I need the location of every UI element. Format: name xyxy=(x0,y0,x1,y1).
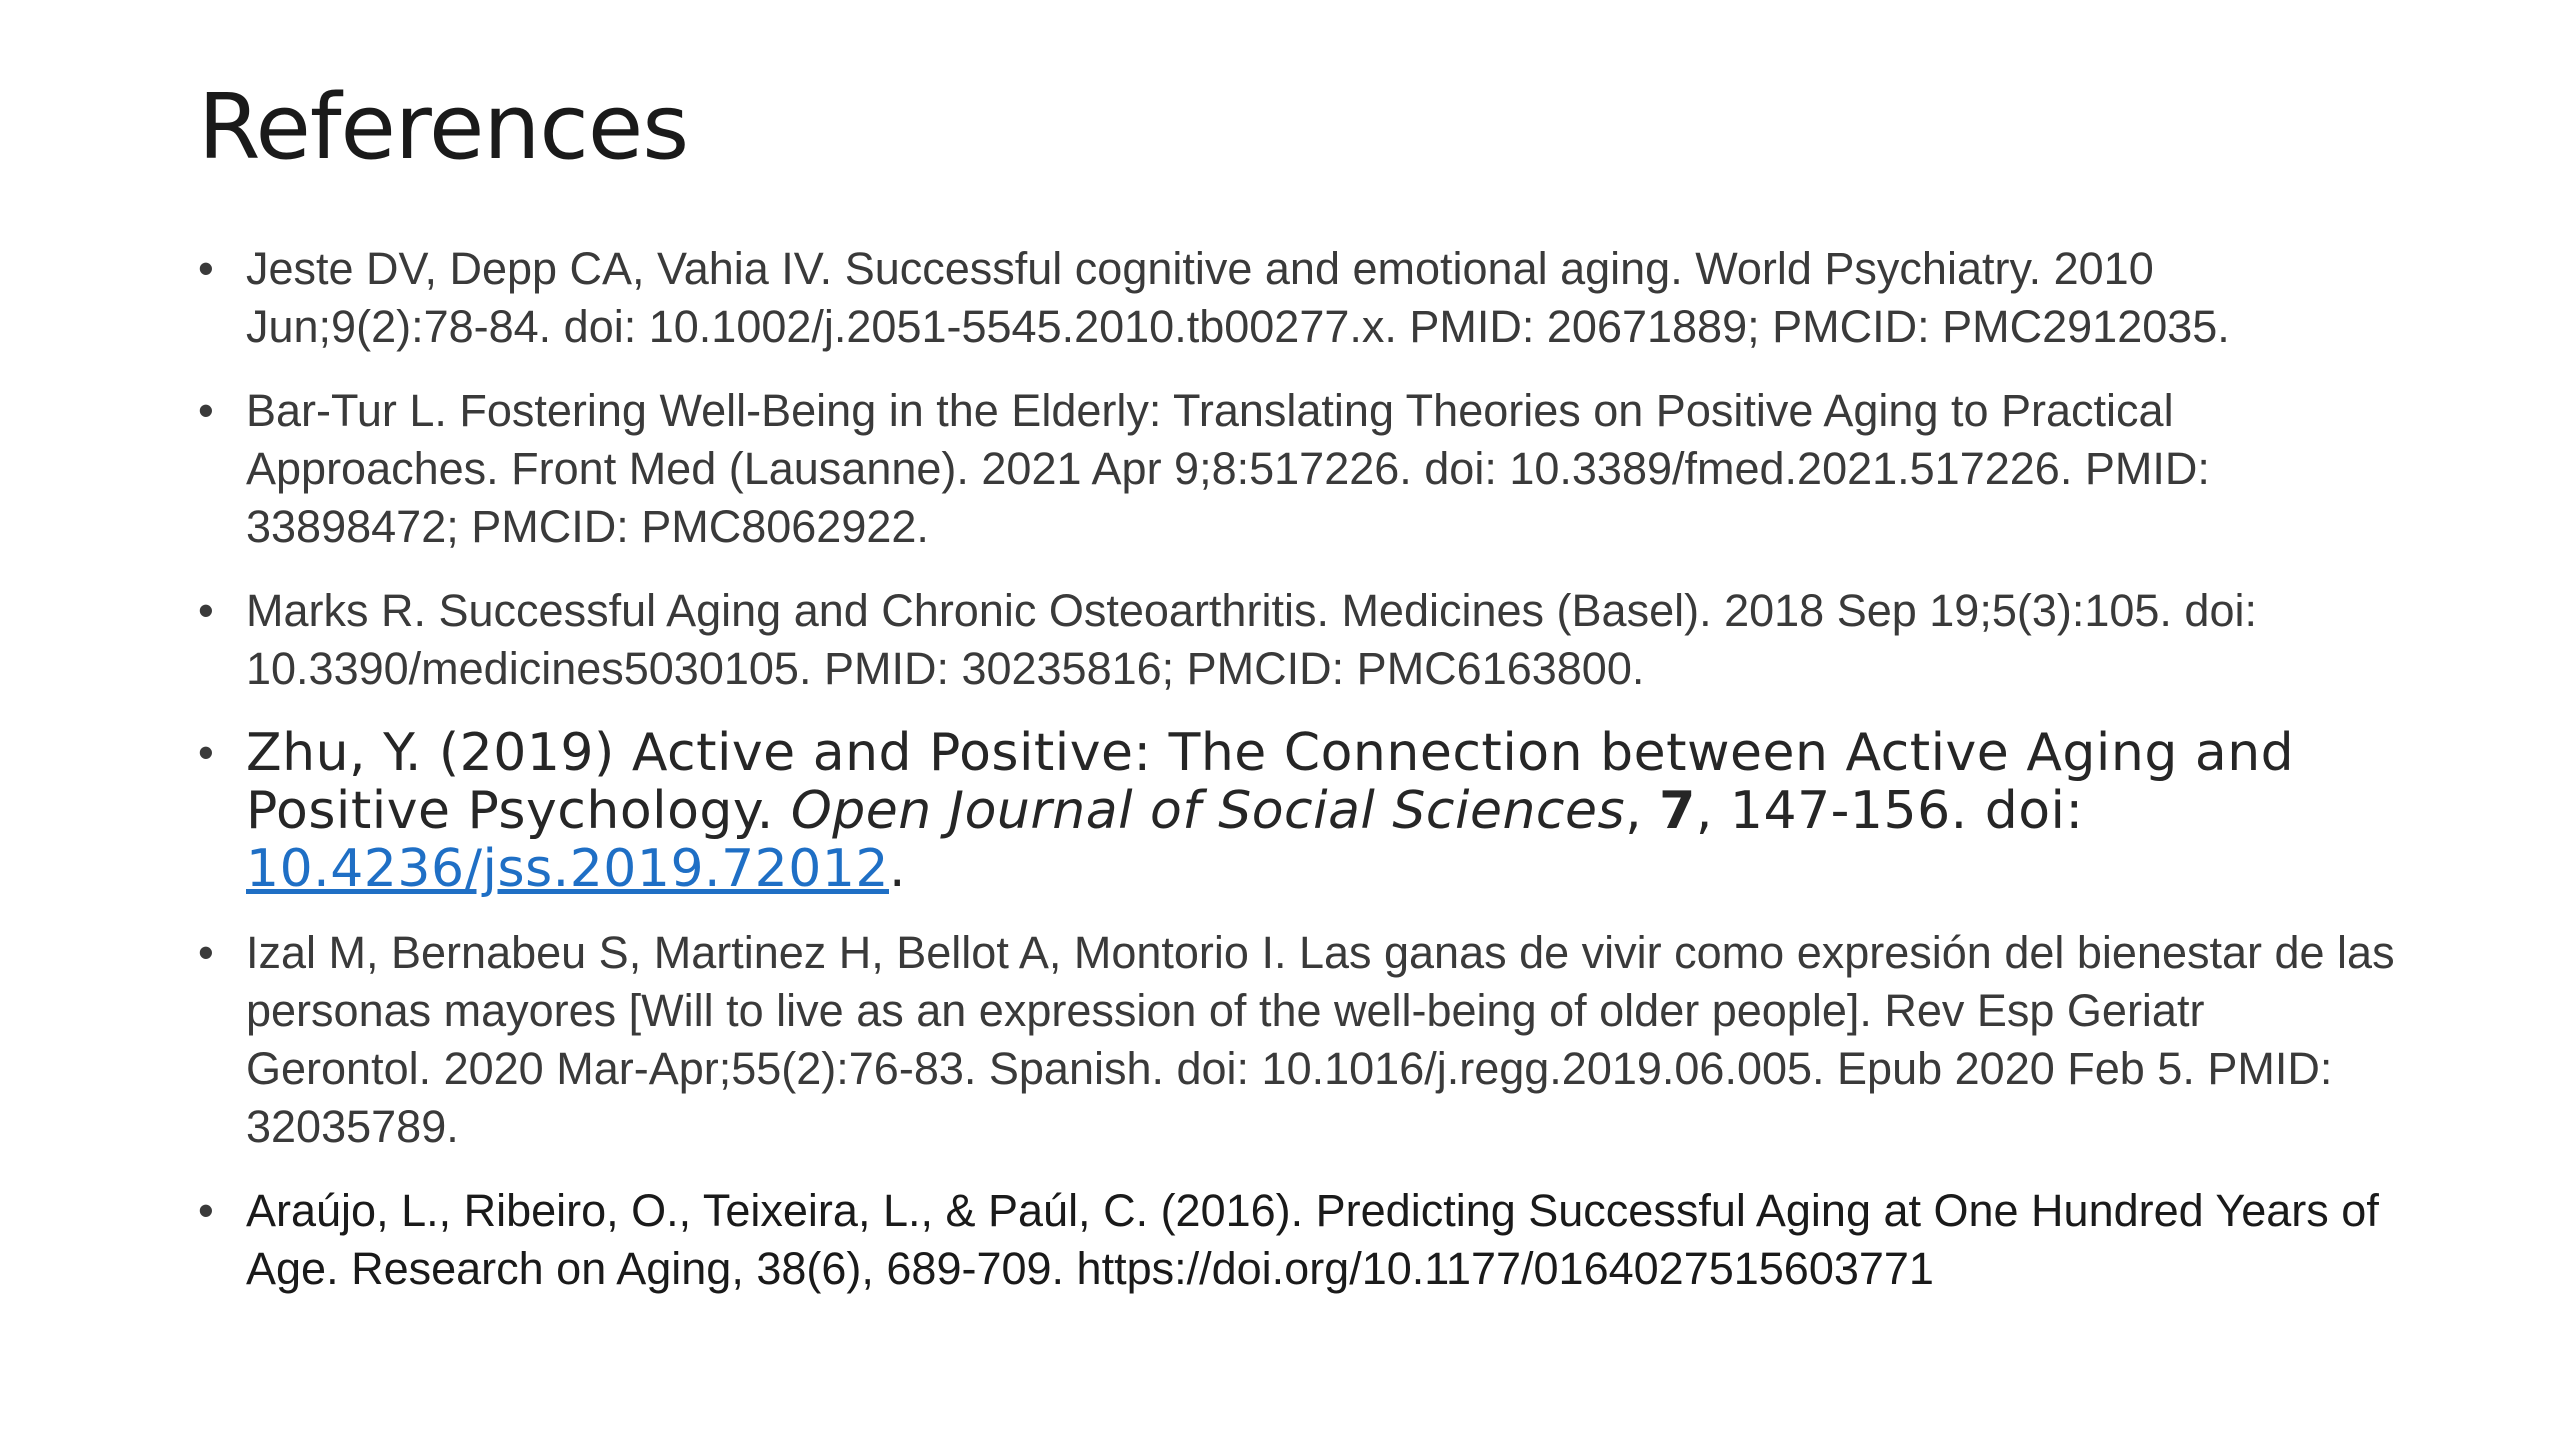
bullet-marker: • xyxy=(198,1185,214,1236)
reference-text: Marks R. Successful Aging and Chronic Osteoarthritis. Medicines (Basel). 2018 Sep 19;5(3):105. doi: 10.3390/medicines5030105. PMID: 30235816; PMCID: PMC6163800. xyxy=(246,585,2257,694)
references-list xyxy=(198,240,2398,1324)
bullet-marker: • xyxy=(198,585,214,636)
reference-text: Bar-Tur L. Fostering Well-Being in the Elderly: Translating Theories on Positive Aging to Practical Approaches. Front Med (Lausanne). 2021 Apr 9;8:517226. doi: 10.3389/fmed.2021.517226. PMID: 33898472; PMCID: PMC8062922. xyxy=(246,385,2210,552)
reference-item-marks xyxy=(198,582,2398,698)
bullet-marker: • xyxy=(198,727,215,778)
reference-item-araujo xyxy=(198,1182,2398,1298)
reference-text-authors-title: Zhu, Y. (2019) Active and Positive: The Connection between Active Aging and Positive Psychology. xyxy=(246,723,2295,841)
reference-item-jeste xyxy=(198,240,2398,356)
reference-text: Jeste DV, Depp CA, Vahia IV. Successful cognitive and emotional aging. World Psychiatry. 2010 Jun;9(2):78-84. doi: 10.1002/j.2051-5545.2010.tb00277.x. PMID: 20671889; PMCID: PMC2912035. xyxy=(246,243,2230,352)
reference-item-zhu xyxy=(198,724,2398,898)
reference-text: Araújo, L., Ribeiro, O., Teixeira, L., & Paúl, C. (2016). Predicting Successful Aging at One Hundred Years of Age. Research on Aging, 38(6), 689-709. https://doi.org/10.1177/0164027515603771 xyxy=(246,1185,2379,1294)
reference-end-period: . xyxy=(889,839,907,899)
slide-title: References xyxy=(198,75,689,180)
reference-item-izal xyxy=(198,924,2398,1156)
reference-item-bar-tur xyxy=(198,382,2398,556)
bullet-marker: • xyxy=(198,385,214,436)
reference-text: Izal M, Bernabeu S, Martinez H, Bellot A, Montorio I. Las ganas de vivir como expresión del bienestar de las personas mayores [Will to live as an expression of the well-being of older people]. Rev Esp Geriatr Gerontol. 2020 Mar-Apr;55(2):76-83. Spanish. doi: 10.1016/j.regg.2019.06.005. Epub 2020 Feb 5. PMID: 32035789. xyxy=(246,927,2395,1152)
bullet-marker: • xyxy=(198,243,214,294)
doi-link[interactable]: 10.4236/jss.2019.72012 xyxy=(246,839,889,899)
reference-separator: , xyxy=(1625,781,1660,841)
bullet-marker: • xyxy=(198,927,214,978)
reference-journal-name: Open Journal of Social Sciences xyxy=(790,781,1626,841)
reference-pages-doi-label: , 147-156. doi: xyxy=(1695,781,2084,841)
reference-volume: 7 xyxy=(1659,781,1696,841)
